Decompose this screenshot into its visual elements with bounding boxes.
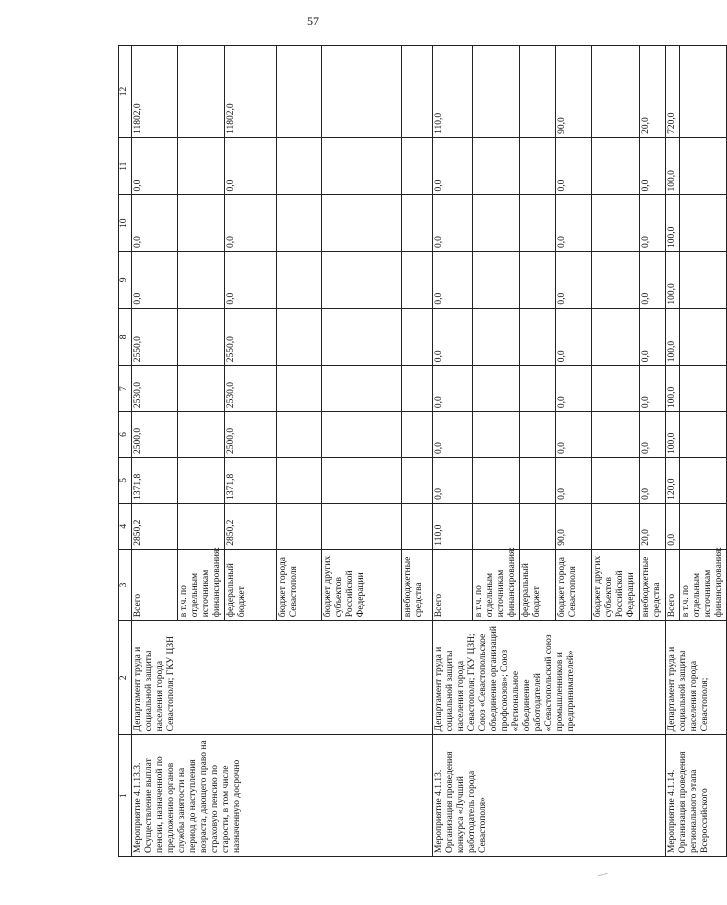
value-cell	[592, 252, 640, 309]
funding-source-cell: Всего	[666, 549, 680, 620]
value-cell	[473, 46, 520, 138]
value-cell: 0,0	[640, 457, 666, 503]
value-cell: 0,0	[225, 137, 277, 195]
executor-cell: Департамент труда и социальной защиты населения города Севастополя;	[666, 621, 727, 735]
value-cell	[322, 137, 402, 195]
value-cell: 100,0	[666, 195, 680, 252]
value-cell: 0,0	[225, 195, 277, 252]
table-row	[433, 46, 473, 857]
value-cell	[322, 412, 402, 458]
value-cell: 0,0	[433, 457, 473, 503]
value-cell	[680, 137, 727, 195]
value-cell	[402, 503, 433, 549]
value-cell: 0,0	[556, 308, 592, 366]
value-cell	[322, 46, 402, 138]
funding-source-cell: внебюджетные средства	[640, 549, 666, 620]
funding-source-cell: федеральный бюджет	[520, 549, 556, 620]
value-cell	[680, 46, 727, 138]
value-cell	[322, 308, 402, 366]
value-cell: 0,0	[433, 137, 473, 195]
value-cell: 100,0	[666, 412, 680, 458]
value-cell: 2550,0	[132, 308, 178, 366]
value-cell	[277, 503, 322, 549]
value-cell	[473, 366, 520, 412]
value-cell	[277, 308, 322, 366]
value-cell: 1371,8	[225, 457, 277, 503]
value-cell: 0,0	[433, 308, 473, 366]
value-cell: 0,0	[433, 366, 473, 412]
value-cell	[178, 137, 225, 195]
value-cell	[680, 195, 727, 252]
value-cell	[322, 503, 402, 549]
value-cell	[680, 308, 727, 366]
value-cell: 2850,2	[132, 503, 178, 549]
value-cell	[680, 252, 727, 309]
value-cell	[178, 308, 225, 366]
value-cell	[402, 457, 433, 503]
value-cell: 20,0	[640, 46, 666, 138]
value-cell	[178, 366, 225, 412]
value-cell	[277, 366, 322, 412]
value-cell: 2530,0	[225, 366, 277, 412]
value-cell	[322, 366, 402, 412]
column-number: 11	[119, 137, 132, 195]
value-cell	[402, 252, 433, 309]
column-number: 12	[119, 46, 132, 138]
value-cell: 0,0	[556, 412, 592, 458]
value-cell: 0,0	[640, 137, 666, 195]
value-cell	[322, 457, 402, 503]
page-number: 57	[307, 14, 319, 28]
value-cell: 110,0	[433, 46, 473, 138]
value-cell	[520, 252, 556, 309]
column-number: 9	[119, 252, 132, 309]
value-cell	[402, 46, 433, 138]
table-row	[666, 46, 680, 857]
column-number-row	[119, 46, 132, 857]
value-cell: 0,0	[556, 366, 592, 412]
value-cell	[680, 412, 727, 458]
value-cell	[473, 503, 520, 549]
value-cell: 0,0	[640, 195, 666, 252]
value-cell	[178, 195, 225, 252]
value-cell: 2500,0	[132, 412, 178, 458]
value-cell	[592, 412, 640, 458]
executor-cell: Департамент труда и социальной защиты населения города Севастополя; ГКУ ЦЗН; Союз «Севастопольское объединение организаций профсоюзов»; Союз «Региональное объединение работодателей «Севастопольский союз промышленников и предпринимателей»	[433, 621, 666, 735]
value-cell: 0,0	[640, 366, 666, 412]
column-number: 5	[119, 457, 132, 503]
funding-source-cell: федеральный бюджет	[225, 549, 277, 620]
value-cell: 100,0	[666, 366, 680, 412]
rotated-table-container	[118, 45, 724, 857]
measure-title-cell: Мероприятие 4.1.14. Организация проведения регионального этапа Всероссийского	[666, 735, 727, 857]
value-cell	[178, 252, 225, 309]
value-cell	[277, 137, 322, 195]
value-cell	[592, 308, 640, 366]
value-cell: 0,0	[556, 457, 592, 503]
value-cell	[473, 195, 520, 252]
value-cell	[592, 366, 640, 412]
value-cell	[473, 457, 520, 503]
value-cell: 0,0	[132, 252, 178, 309]
value-cell: 0,0	[666, 503, 680, 549]
value-cell: 0,0	[556, 195, 592, 252]
executor-cell: Департамент труда и социальной защиты населения города Севастополя; ГКУ ЦЗН	[132, 621, 433, 735]
value-cell	[277, 457, 322, 503]
column-number: 6	[119, 412, 132, 458]
value-cell	[178, 503, 225, 549]
value-cell: 100,0	[666, 252, 680, 309]
funding-source-cell: бюджет города Севастополя	[556, 549, 592, 620]
value-cell: 2550,0	[225, 308, 277, 366]
value-cell: 0,0	[132, 137, 178, 195]
funding-source-cell: Всего	[433, 549, 473, 620]
value-cell	[520, 503, 556, 549]
value-cell	[592, 195, 640, 252]
value-cell: 90,0	[556, 46, 592, 138]
funding-source-cell: внебюджетные средства	[402, 549, 433, 620]
column-number: 10	[119, 195, 132, 252]
column-number: 3	[119, 549, 132, 620]
value-cell	[277, 195, 322, 252]
column-number: 2	[119, 621, 132, 735]
value-cell	[592, 503, 640, 549]
column-number: 8	[119, 308, 132, 366]
value-cell: 11802,0	[132, 46, 178, 138]
measure-title-cell: Мероприятие 4.1.13.3. Осуществление выплат пенсии, назначенной по предложению органов службы занятости на период до наступления возраста, дающего право на страховую пенсию по старости, в том числе назначенную досрочно	[132, 735, 433, 857]
value-cell	[322, 252, 402, 309]
value-cell: 1371,8	[132, 457, 178, 503]
table-row	[132, 46, 178, 857]
funding-source-cell: в т.ч. по отдельным источникам финансирования:	[680, 549, 727, 620]
value-cell: 0,0	[640, 308, 666, 366]
value-cell: 0,0	[556, 137, 592, 195]
value-cell	[520, 308, 556, 366]
value-cell	[520, 412, 556, 458]
value-cell: 0,0	[640, 252, 666, 309]
funding-source-cell: Всего	[132, 549, 178, 620]
funding-source-cell: в т.ч. по отдельным источникам финансирования:	[178, 549, 225, 620]
budget-table	[118, 45, 727, 857]
value-cell	[402, 412, 433, 458]
value-cell: 11802,0	[225, 46, 277, 138]
value-cell: 0,0	[433, 412, 473, 458]
value-cell: 120,0	[666, 457, 680, 503]
value-cell	[592, 46, 640, 138]
value-cell: 100,0	[666, 308, 680, 366]
value-cell: 2500,0	[225, 412, 277, 458]
value-cell	[402, 195, 433, 252]
value-cell	[473, 308, 520, 366]
value-cell: 100,0	[666, 137, 680, 195]
value-cell: 2530,0	[132, 366, 178, 412]
value-cell	[592, 457, 640, 503]
value-cell	[322, 195, 402, 252]
value-cell: 0,0	[433, 252, 473, 309]
value-cell: 110,0	[433, 503, 473, 549]
value-cell: 2850,2	[225, 503, 277, 549]
table-body	[132, 46, 727, 857]
value-cell	[473, 137, 520, 195]
value-cell: 0,0	[225, 252, 277, 309]
value-cell	[402, 137, 433, 195]
value-cell	[520, 366, 556, 412]
column-number: 1	[119, 735, 132, 857]
scan-mark	[598, 873, 609, 879]
value-cell	[680, 366, 727, 412]
value-cell	[680, 457, 727, 503]
funding-source-cell: в т.ч. по отдельным источникам финансирования:	[473, 549, 520, 620]
value-cell: 0,0	[640, 412, 666, 458]
value-cell	[277, 252, 322, 309]
value-cell	[473, 252, 520, 309]
funding-source-cell: бюджет других субъектов Российской Федерации	[592, 549, 640, 620]
value-cell: 90,0	[556, 503, 592, 549]
value-cell: 720,0	[666, 46, 680, 138]
value-cell	[277, 46, 322, 138]
value-cell: 0,0	[433, 195, 473, 252]
value-cell	[277, 412, 322, 458]
column-number: 7	[119, 366, 132, 412]
value-cell	[473, 412, 520, 458]
value-cell	[178, 46, 225, 138]
value-cell: 20,0	[640, 503, 666, 549]
value-cell	[520, 195, 556, 252]
funding-source-cell: бюджет других субъектов Российской Федерации	[322, 549, 402, 620]
value-cell	[402, 366, 433, 412]
value-cell	[520, 46, 556, 138]
measure-title-cell: Мероприятие 4.1.13. Организация проведения конкурса «Лучший работодатель города Севастополя»	[433, 735, 666, 857]
value-cell	[680, 503, 727, 549]
value-cell	[178, 457, 225, 503]
value-cell: 0,0	[132, 195, 178, 252]
value-cell	[520, 457, 556, 503]
column-number: 4	[119, 503, 132, 549]
funding-source-cell: бюджет города Севастополя	[277, 549, 322, 620]
value-cell	[178, 412, 225, 458]
value-cell: 0,0	[556, 252, 592, 309]
value-cell	[520, 137, 556, 195]
value-cell	[592, 137, 640, 195]
value-cell	[402, 308, 433, 366]
